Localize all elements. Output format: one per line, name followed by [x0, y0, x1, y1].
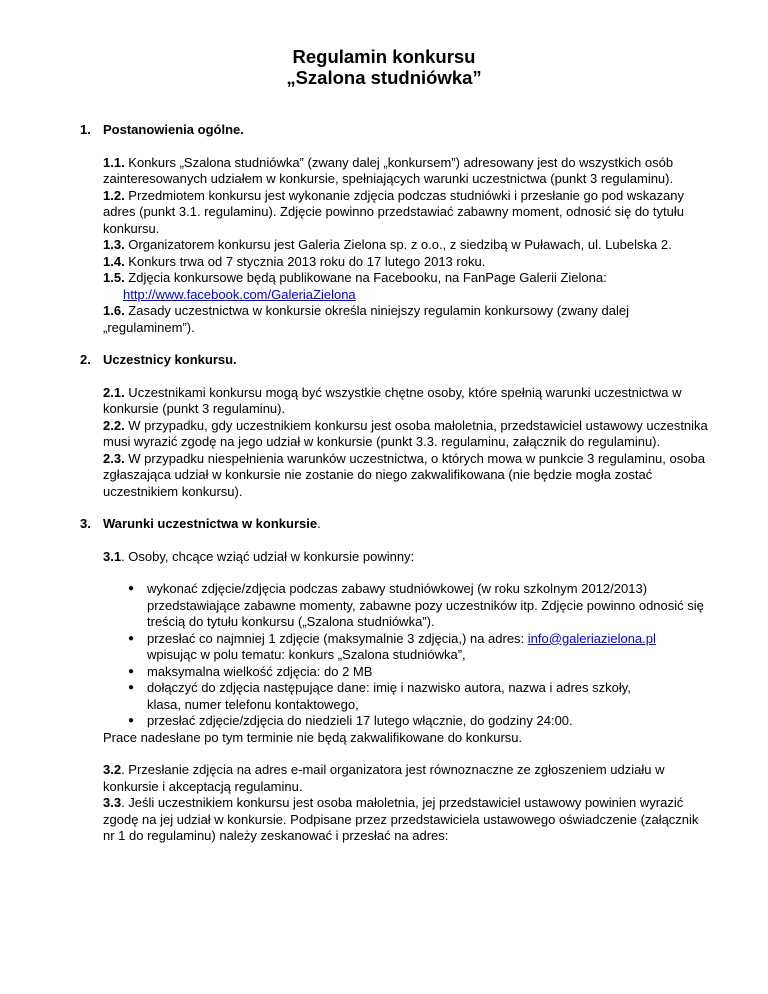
- section-heading: [0, 122, 768, 139]
- list-item-text: przesłać co najmniej 1 zdjęcie (maksymalnie 3 zdjęcia,) na adres:: [147, 630, 528, 646]
- list-item-text: wykonać zdjęcie/zdjęcia podczas zabawy studniówkowej (w roku szkolnym 2012/2013): [147, 581, 648, 596]
- section-1: [0, 122, 768, 336]
- paragraph-number: 2.1.: [103, 384, 125, 400]
- paragraph-text: Organizatorem konkursu jest Galeria Zielona sp. z o.o., z siedzibą w Puławach, ul. Lubelska 2.: [124, 237, 672, 252]
- paragraph-number: 1.3.: [103, 237, 125, 252]
- conditions-list: [0, 581, 768, 730]
- list-item: [0, 680, 768, 713]
- paragraph: [0, 254, 768, 271]
- paragraph-number: 3.3: [103, 795, 122, 810]
- deadline-note: Prace nadesłane po tym terminie nie będą zakwalifikowane do konkursu.: [103, 729, 523, 745]
- section-title: Uczestnicy konkursu.: [103, 352, 237, 367]
- list-item: [0, 664, 768, 681]
- section-title: Postanowienia ogólne.: [103, 122, 244, 137]
- facebook-link[interactable]: http://www.facebook.com/GaleriaZielona: [123, 286, 356, 302]
- section-number: 1.: [80, 122, 91, 137]
- list-item-continuation: przedstawiające zabawne momenty, zabawne pozy uczestników itp. Zdjęcie powinno odnosić się treścią do tytułu konkursu („Szalona studniówka”).: [147, 597, 704, 629]
- paragraph: [0, 762, 768, 795]
- list-item-text: maksymalna wielkość zdjęcia: do 2 MB: [147, 663, 373, 679]
- paragraph-number: 1.5.: [103, 270, 125, 285]
- paragraph-number: 1.6.: [103, 303, 125, 318]
- paragraph: [0, 270, 768, 303]
- bullet-icon: ●: [128, 632, 135, 644]
- paragraph: [0, 795, 768, 845]
- paragraph-text: Zdjęcia konkursowe będą publikowane na Facebooku, na FanPage Galerii Zielona:: [124, 270, 607, 285]
- section-3: [0, 516, 768, 845]
- section-heading: [0, 352, 768, 369]
- section-title: Warunki uczestnictwa w konkursie: [103, 516, 318, 531]
- paragraph-text: Uczestnikami konkursu mogą być wszystkie chętne osoby, które spełnią warunki uczestnictwa w konkursie (punkt 3 regulaminu).: [103, 384, 682, 416]
- paragraph-text: W przypadku, gdy uczestnikiem konkursu jest osoba małoletnia, przedstawiciel ustawowy uczestnika musi wyrazić zgodę na jego udział w konkursie (punkt 3.3. regulaminu, załącznik do regulaminu).: [103, 417, 708, 449]
- paragraph-number: 3.2: [103, 762, 122, 777]
- bullet-icon: ●: [128, 665, 135, 677]
- paragraph: [0, 385, 768, 418]
- paragraph: [0, 549, 768, 566]
- paragraph-number: 2.2.: [103, 417, 125, 433]
- paragraph-text: W przypadku niespełnienia warunków uczestnictwa, o których mowa w punkcie 3 regulaminu, osoba zgłaszająca udział w konkursie nie zostanie do niego zakwalifikowana (nie będzie mogła zostać uczestnikiem konkursu).: [103, 450, 705, 499]
- paragraph-number: 1.4.: [103, 253, 125, 269]
- paragraph: [0, 451, 768, 501]
- list-item: [0, 631, 768, 664]
- section-heading: [0, 516, 768, 533]
- list-item-continuation: klasa, numer telefonu kontaktowego,: [147, 696, 359, 712]
- bullet-icon: ●: [128, 715, 135, 726]
- document-title-line1: Regulamin konkursu: [292, 46, 476, 67]
- paragraph: [0, 188, 768, 238]
- paragraph-number: 1.2.: [103, 187, 125, 203]
- list-item-text: przesłać zdjęcie/zdjęcia do niedzieli 17 lutego włącznie, do godziny 24:00.: [147, 713, 573, 728]
- section-number: 2.: [80, 352, 91, 367]
- list-item-continuation: wpisując w polu tematu: konkurs „Szalona studniówka”,: [147, 647, 466, 662]
- paragraph-number: 2.3.: [103, 450, 125, 466]
- email-link[interactable]: info@galeriazielona.pl: [527, 630, 656, 646]
- section-number: 3.: [80, 516, 91, 531]
- paragraph-text: Konkurs trwa od 7 stycznia 2013 roku do 17 lutego 2013 roku.: [124, 253, 486, 269]
- list-item: [0, 581, 768, 631]
- paragraph-text: Zasady uczestnictwa w konkursie określa niniejszy regulamin konkursowy (zwany dalej „regulaminem”).: [103, 303, 630, 335]
- paragraph-text: Konkurs „Szalona studniówka” (zwany dalej „konkursem”) adresowany jest do wszystkich osób zainteresowanych udziałem w konkursie, spełniających warunki uczestnictwa (punkt 3 regulaminu).: [103, 154, 674, 186]
- paragraph-text: Przedmiotem konkursu jest wykonanie zdjęcia podczas studniówki i przesłanie go pod wskazany adres (punkt 3.1. regulaminu). Zdjęcie powinno przedstawiać zabawny moment, odnosić się do tytułu konkursu.: [103, 187, 684, 236]
- paragraph-text: . Osoby, chcące wziąć udział w konkursie powinny:: [121, 548, 415, 564]
- section-title-suffix: .: [317, 516, 321, 531]
- paragraph: [0, 237, 768, 254]
- section-2: [0, 352, 768, 500]
- list-item-text: dołączyć do zdjęcia następujące dane: imię i nazwisko autora, nazwa i adres szkoły,: [147, 680, 631, 695]
- paragraph-number: 3.1: [103, 548, 122, 564]
- document-title-line2: „Szalona studniówka”: [286, 67, 482, 88]
- paragraph: [0, 418, 768, 451]
- bullet-icon: ●: [128, 682, 135, 693]
- paragraph-number: 1.1.: [103, 154, 125, 170]
- paragraph: [0, 155, 768, 188]
- bullet-icon: ●: [128, 583, 135, 594]
- list-item: [0, 713, 768, 730]
- paragraph: [0, 303, 768, 336]
- paragraph-text: . Przesłanie zdjęcia na adres e-mail organizatora jest równoznaczne ze zgłoszeniem udziału w konkursie i akceptacją regulaminu.: [103, 762, 665, 794]
- paragraph-text: . Jeśli uczestnikiem konkursu jest osoba małoletnia, jej przedstawiciel ustawowy powinien wyrazić zgodę na jej udział w konkursie. Podpisane przez przedstawiciela ustawowego oświadczenie (załącznik nr 1 do regulaminu) należy zeskanować i przesłać na adres:: [103, 795, 699, 843]
